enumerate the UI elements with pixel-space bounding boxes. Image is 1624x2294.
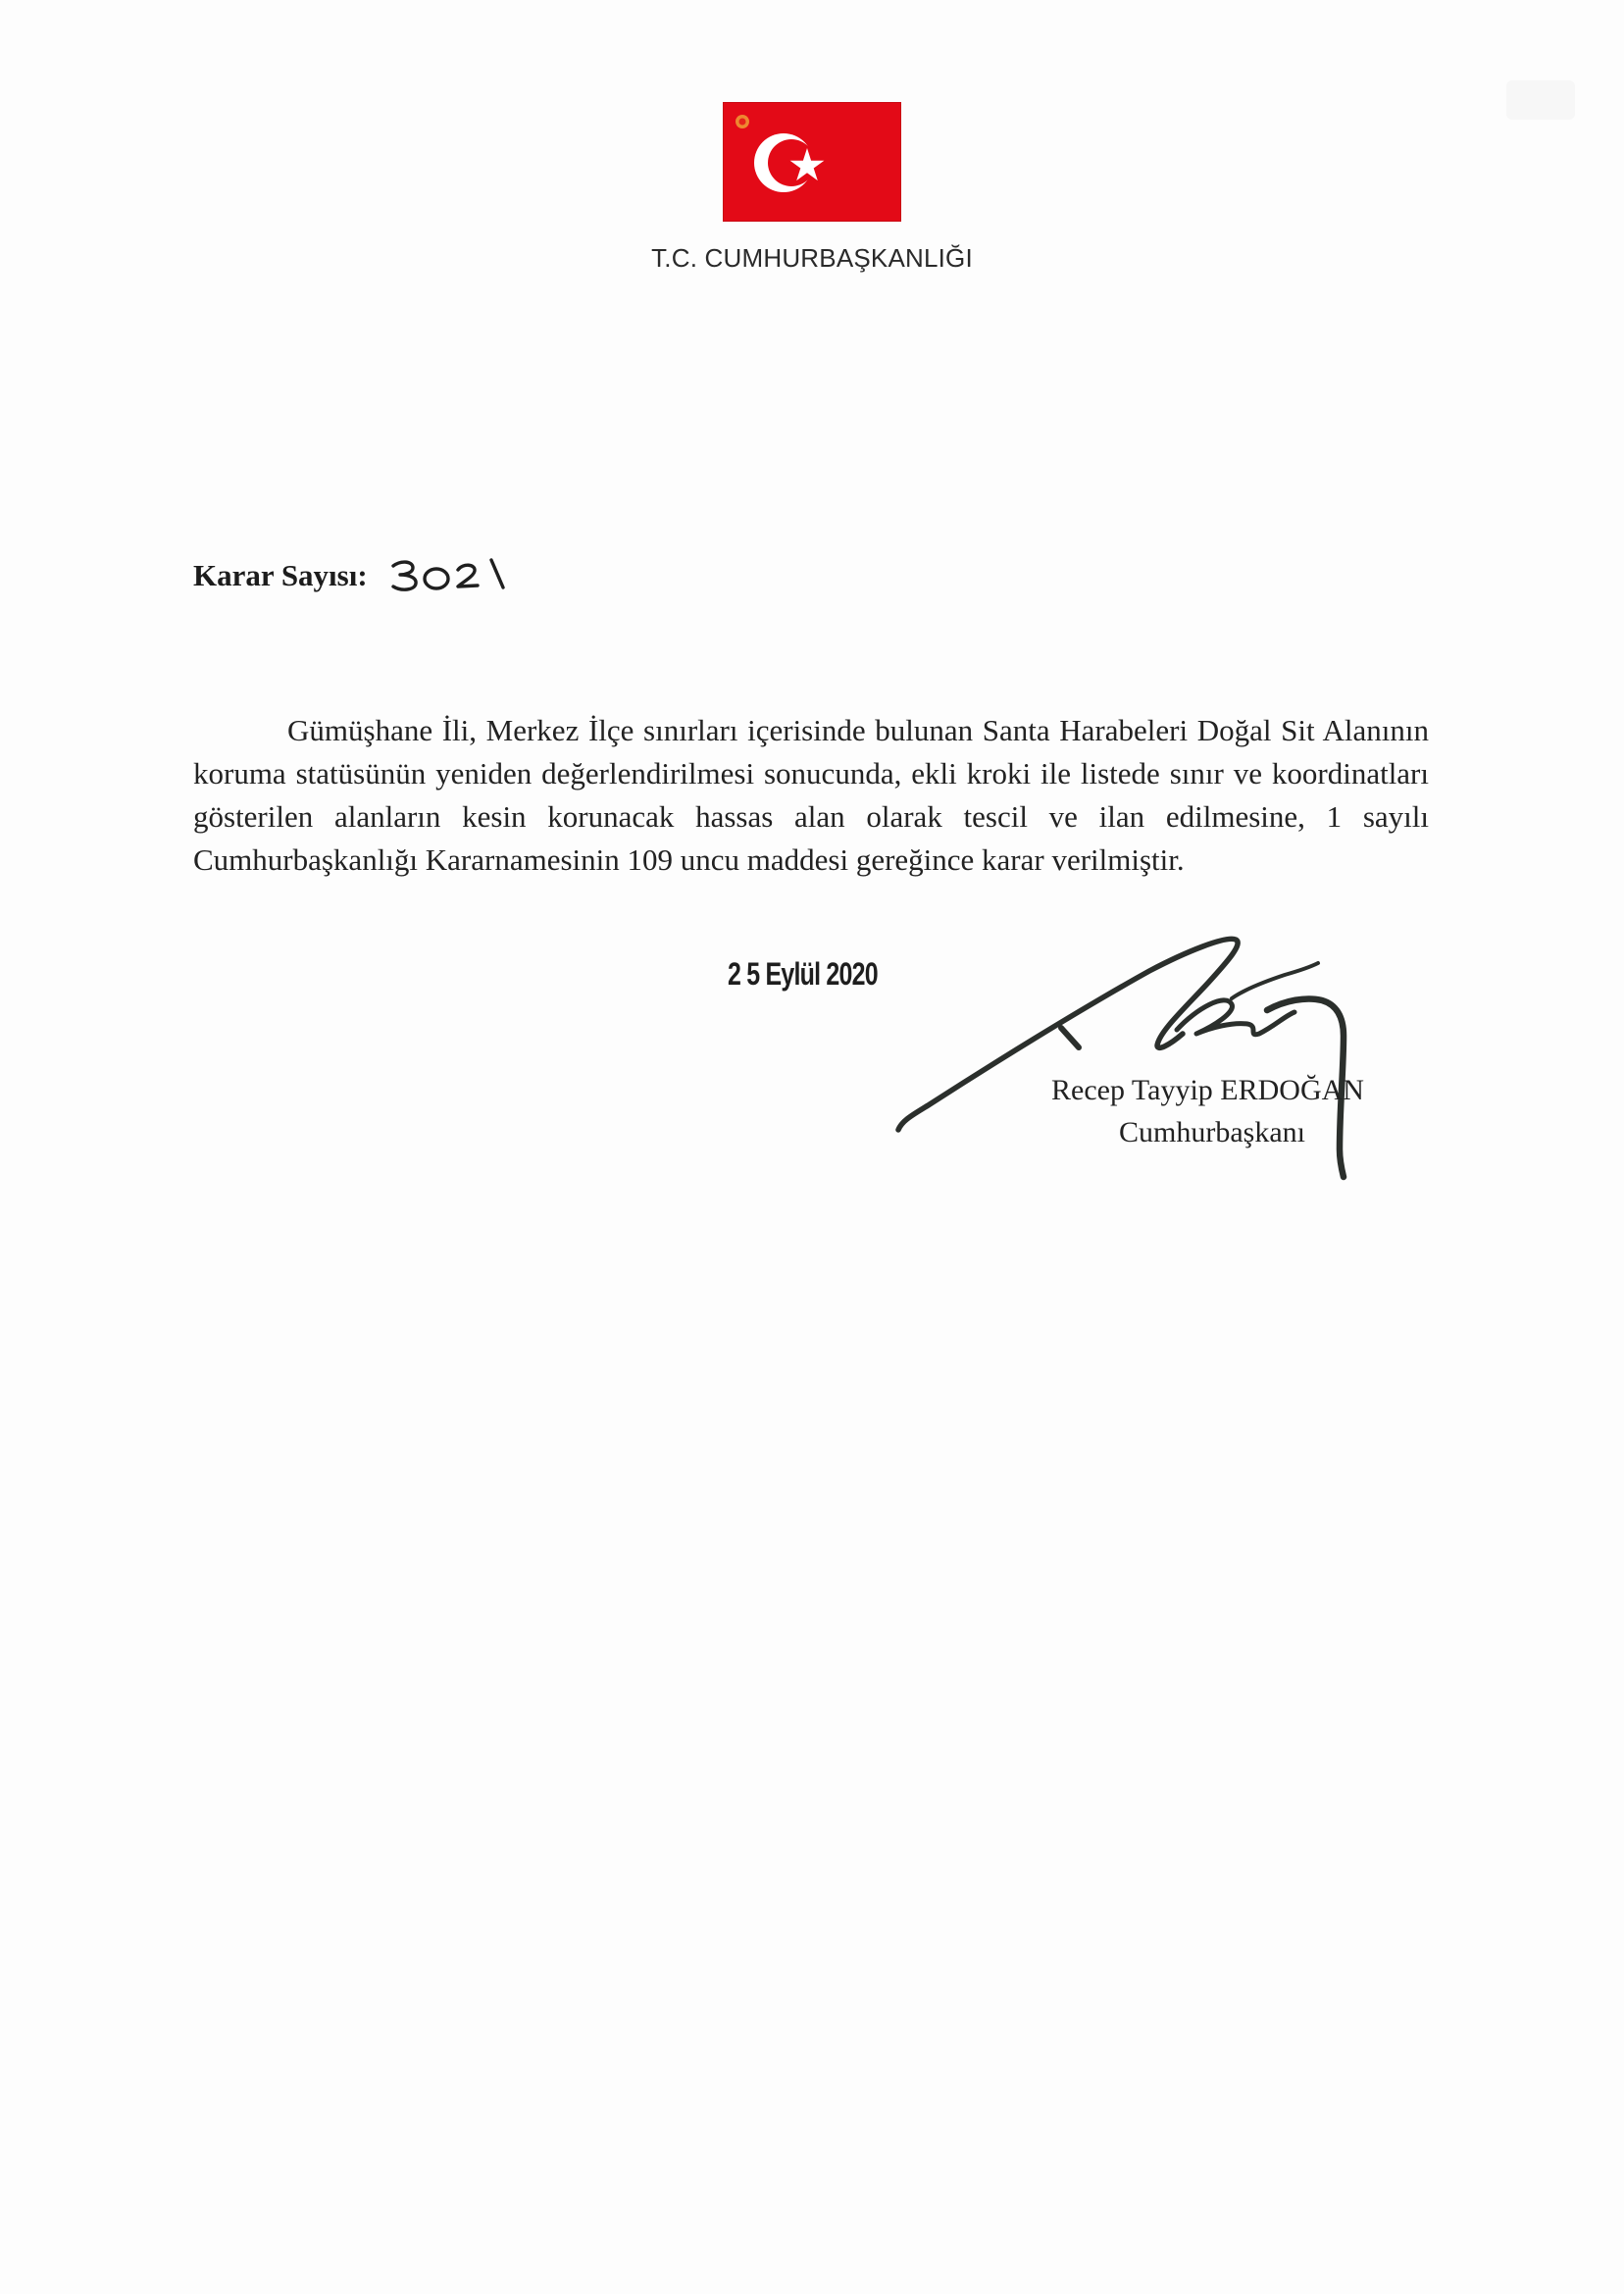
- scan-artifact: [1506, 80, 1575, 120]
- handwritten-signature: [883, 902, 1412, 1216]
- decision-label: Karar Sayısı:: [193, 558, 368, 592]
- decision-body-paragraph: Gümüşhane İli, Merkez İlçe sınırları içerisinde bulunan Santa Harabeleri Doğal Sit Alanının koruma statüsünün yeniden değerlendirilmesi sonucunda, ekli kroki ile listede sınır ve koordinatları gösterilen alanların kesin korunacak hassas alan olarak tescil ve ilan edilmesine, 1 sayılı Cumhurbaşkanlığı Kararnamesinin 109 uncu maddesi gereğince karar verilmiştir.: [193, 713, 1429, 877]
- date-stamp: 2 5 Eylül 2020: [728, 956, 878, 992]
- signer-title: Cumhurbaşkanı: [1119, 1116, 1305, 1148]
- turkish-flag-icon: [723, 102, 901, 222]
- signer-name: Recep Tayyip ERDOĞAN: [1051, 1074, 1364, 1106]
- institution-header: T.C. CUMHURBAŞKANLIĞI: [651, 243, 973, 273]
- handwritten-decision-number: [387, 552, 515, 597]
